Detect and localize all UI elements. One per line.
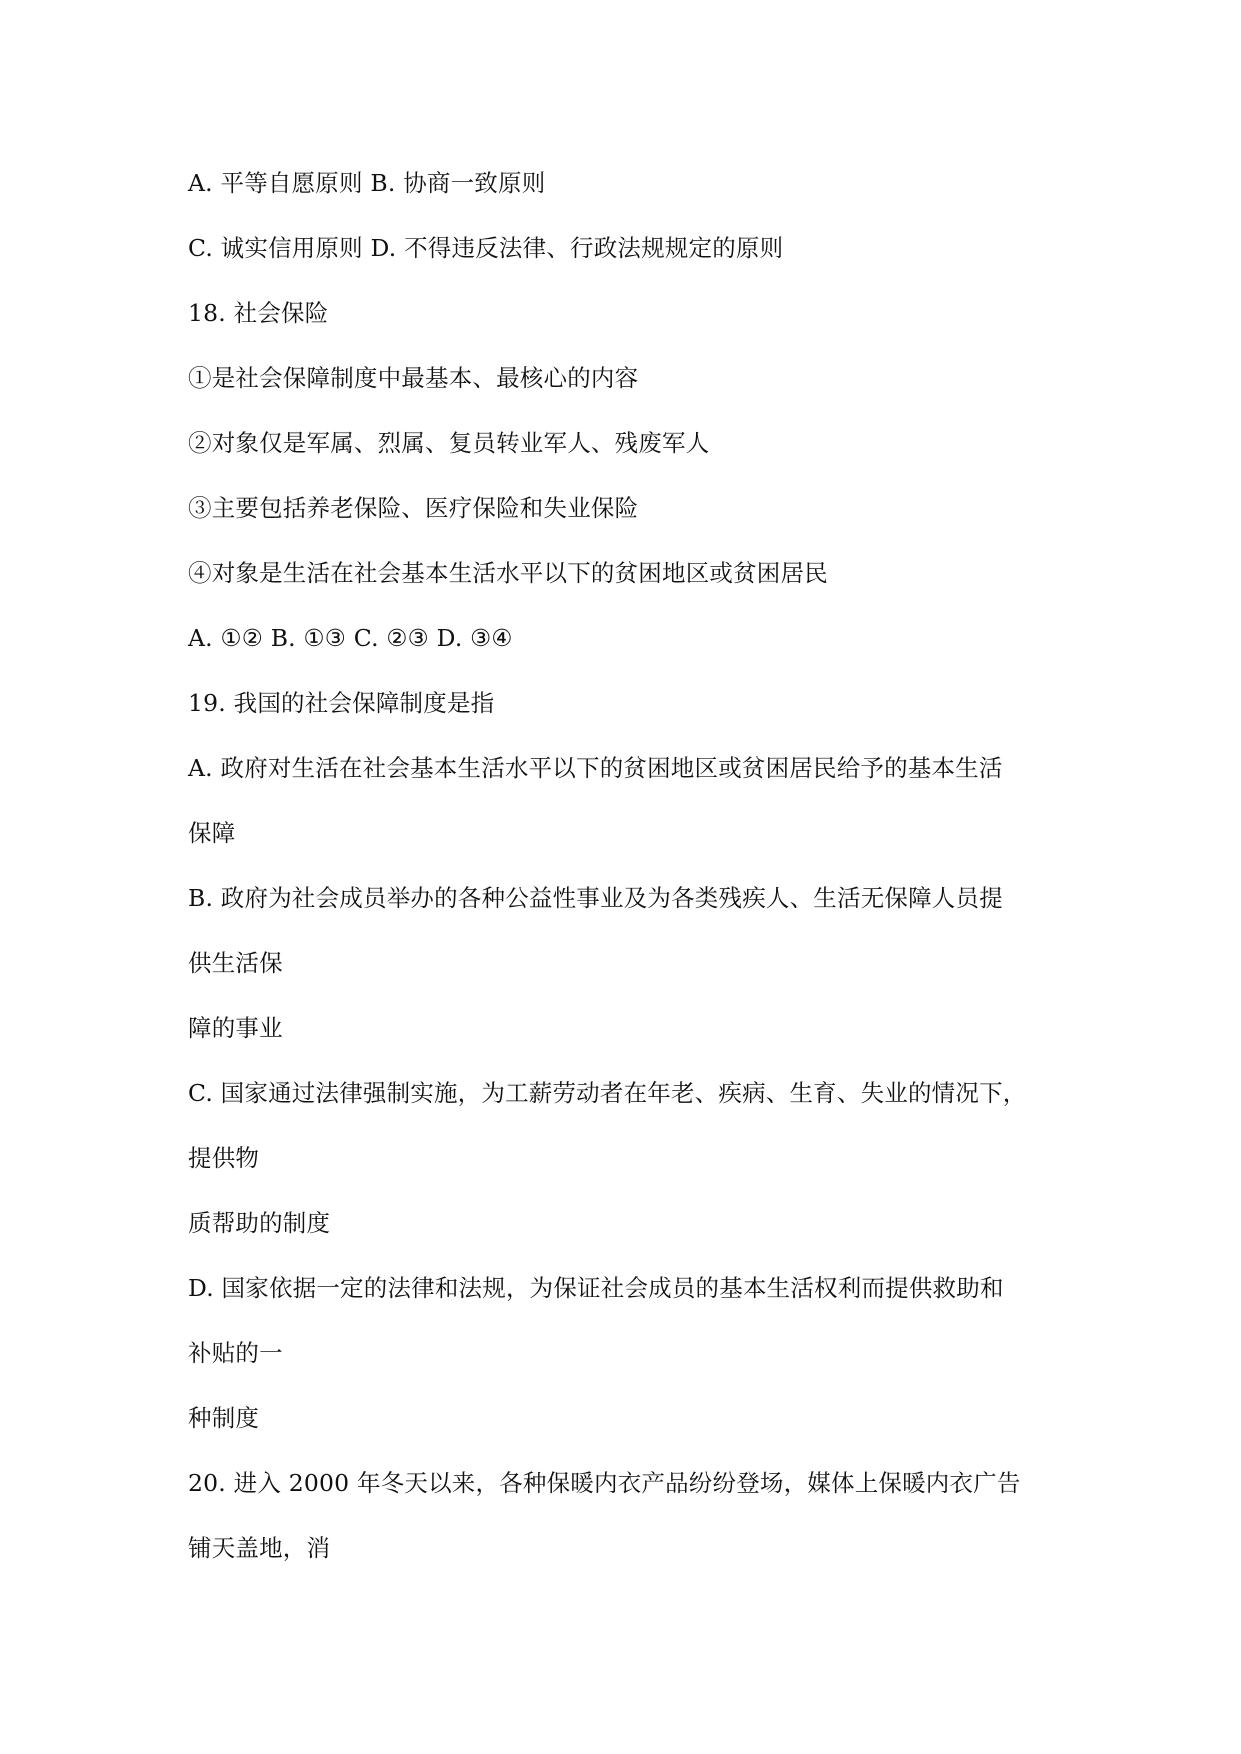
q19-option-a-line-1: A. 政府对生活在社会基本生活水平以下的贫困地区或贫困居民给予的基本生活 bbox=[188, 754, 1003, 782]
q19-option-d-line-2: 补贴的一 bbox=[188, 1339, 283, 1367]
q19-stem: 19. 我国的社会保障制度是指 bbox=[188, 689, 495, 717]
q17-options-cd: C. 诚实信用原则 D. 不得违反法律、行政法规规定的原则 bbox=[188, 234, 784, 262]
q17-options-ab: A. 平等自愿原则 B. 协商一致原则 bbox=[188, 169, 546, 197]
q19-option-d-line-1: D. 国家依据一定的法律和法规，为保证社会成员的基本生活权利而提供救助和 bbox=[188, 1274, 1004, 1302]
q20-stem-line-2: 铺天盖地，消 bbox=[188, 1534, 331, 1562]
q19-option-b-line-1: B. 政府为社会成员举办的各种公益性事业及为各类残疾人、生活无保障人员提 bbox=[188, 884, 1003, 912]
q19-option-c-line-1: C. 国家通过法律强制实施，为工薪劳动者在年老、疾病、生育、失业的情况下， bbox=[188, 1079, 1027, 1107]
q18-stem: 18. 社会保险 bbox=[188, 299, 329, 327]
q19-option-b-line-3: 障的事业 bbox=[188, 1014, 283, 1042]
q19-option-c-line-3: 质帮助的制度 bbox=[188, 1209, 331, 1237]
q18-statement-1: ①是社会保障制度中最基本、最核心的内容 bbox=[188, 364, 639, 392]
document-body bbox=[188, 158, 1068, 1588]
q18-options: A. ①② B. ①③ C. ②③ D. ③④ bbox=[188, 624, 513, 652]
q19-option-d-line-3: 种制度 bbox=[188, 1404, 260, 1432]
q18-statement-2: ②对象仅是军属、烈属、复员转业军人、残废军人 bbox=[188, 429, 710, 457]
q19-option-a-line-2: 保障 bbox=[188, 819, 236, 847]
q19-option-b-line-2: 供生活保 bbox=[188, 949, 283, 977]
q18-statement-3: ③主要包括养老保险、医疗保险和失业保险 bbox=[188, 494, 639, 522]
q20-stem-line-1: 20. 进入 2000 年冬天以来，各种保暖内衣产品纷纷登场，媒体上保暖内衣广告 bbox=[188, 1469, 1021, 1497]
q18-statement-4: ④对象是生活在社会基本生活水平以下的贫困地区或贫困居民 bbox=[188, 559, 828, 587]
q19-option-c-line-2: 提供物 bbox=[188, 1144, 260, 1172]
